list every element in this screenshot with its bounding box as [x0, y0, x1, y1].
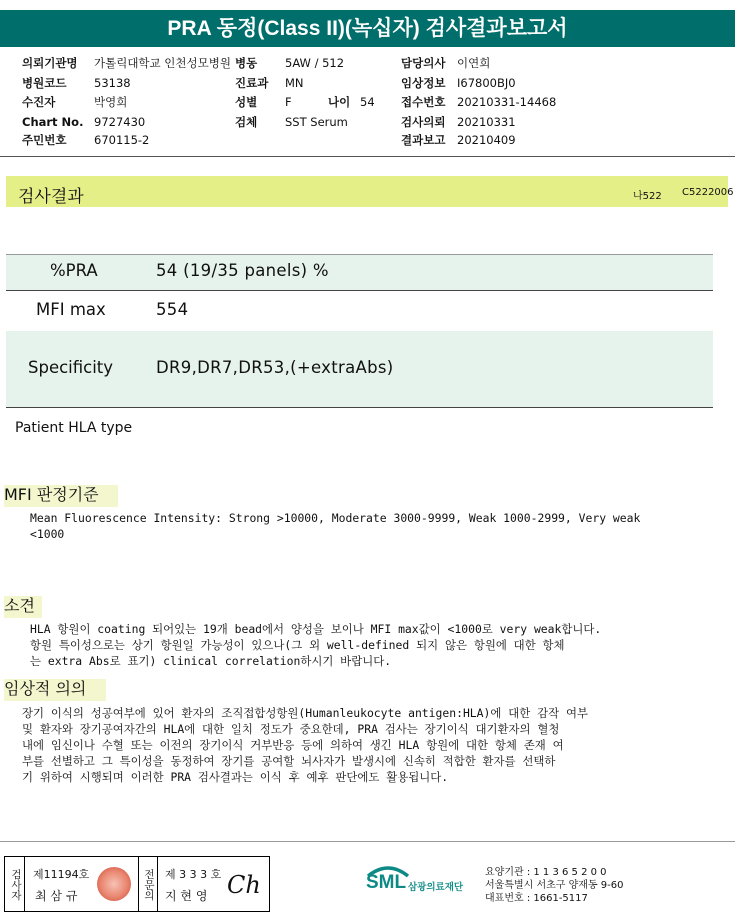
section-title: 검사결과	[18, 187, 84, 207]
result-row-pra	[6, 255, 713, 290]
approver-license: 제 3 3 3 호	[165, 868, 222, 881]
dept-label: 진료과	[235, 76, 269, 90]
patient-hla-label: Patient HLA type	[15, 420, 133, 436]
care-code: 요양기관 : 1 1 3 6 5 2 0 0	[485, 867, 607, 878]
report-date-value: 20210409	[457, 133, 516, 147]
logo-text: SML	[366, 872, 407, 893]
section-bar	[6, 176, 734, 207]
sex-value: F	[285, 95, 292, 109]
sml-logo	[366, 862, 476, 894]
dept-value: MN	[285, 76, 304, 90]
specimen-label: 검체	[235, 115, 258, 129]
age-value: 54	[360, 95, 375, 109]
report-date-label: 결과보고	[401, 133, 446, 147]
approver-label: 전문의	[138, 857, 158, 911]
result-row-specificity	[6, 331, 713, 407]
patient-label: 수진자	[22, 95, 56, 109]
ward-value: 5AW / 512	[285, 56, 345, 70]
result-value: 554	[156, 300, 189, 319]
mfi-criteria-heading: MFI 판정기준	[4, 485, 118, 507]
tester-label: 검사자	[5, 857, 25, 911]
receipt-value: 20210331-14468	[457, 95, 557, 109]
result-label: Specificity	[28, 358, 114, 377]
result-row-mfi	[6, 291, 713, 330]
result-value: 54 (19/35 panels) %	[156, 261, 329, 280]
doctor-label: 담당의사	[401, 56, 446, 70]
sex-label: 성별	[235, 95, 258, 109]
tester-name: 최 삼 규	[35, 889, 78, 903]
clinical-info-value: I67800BJ0	[457, 76, 516, 90]
age-label: 나이	[328, 95, 351, 109]
chart-label: Chart No.	[22, 115, 84, 129]
id-label: 주민번호	[22, 133, 67, 147]
result-label: MFI max	[36, 300, 106, 319]
approver-name: 지 현 영	[165, 889, 208, 903]
request-date-label: 검사의뢰	[401, 115, 446, 129]
section-code-2: C5222006	[682, 187, 734, 198]
chart-value: 9727430	[94, 115, 146, 129]
footer-divider	[0, 841, 735, 842]
signature-icon: Ch	[227, 871, 261, 899]
lab-address: 서울특별시 서초구 양재동 9-60	[485, 880, 624, 891]
clinical-significance-text: 장기 이식의 성공여부에 있어 환자의 조직접합성항원(Humanleukocyte antigen:HLA)에 대한 감작 여부 및 환자와 장기공여자간의 HLA에 대한 일치 정도가 중요한데, PRA 검사는 장기이식 대기환자의 혈청 내에 임신이나 수혈 또는 이전의 장기이식 거부반응 등에 의하여 생긴 HLA 항원에 대한 항체 존재 여 부를 선별하고 그 특이성을 동정하여 장기를 공여할 뇌사자가 발생시에 신속히 적합한 환자를 선택하 기 위하여 시행되며 이러한 PRA 검사결과는 이식 후 예후 판단에도 활용됩니다.	[22, 706, 588, 784]
request-date-value: 20210331	[457, 115, 516, 129]
result-label: %PRA	[50, 261, 98, 280]
institution-value: 가톨릭대학교 인천성모병원	[94, 56, 231, 70]
patient-value: 박영희	[94, 95, 128, 109]
clinical-info-label: 임상정보	[401, 76, 446, 90]
hospital-code-value: 53138	[94, 76, 131, 90]
header-divider	[0, 156, 735, 157]
official-seal-icon	[97, 867, 131, 901]
opinion-heading: 소견	[4, 596, 42, 618]
signature-block	[4, 856, 270, 912]
mfi-criteria-text: Mean Fluorescence Intensity: Strong >10000, Moderate 3000-9999, Weak 1000-2999, Very weak <1000	[30, 511, 641, 541]
id-value: 670115-2	[94, 133, 150, 147]
opinion-text: HLA 항원이 coating 되어있는 19개 bead에서 양성을 보이나 MFI max값이 <1000로 very weak합니다. 항원 특이성으로는 상기 항원일 가능성이 있으나(그 외 well-defined 되지 않은 항원에 대한 항체 는 extra Abs로 표기) clinical correlation하시기 바랍니다.	[30, 622, 602, 668]
results-bottom-border	[6, 407, 713, 408]
doctor-value: 이연희	[457, 56, 491, 70]
specimen-value: SST Serum	[285, 115, 348, 129]
lab-phone: 대표번호 : 1661-5117	[485, 893, 588, 904]
lab-contact	[485, 866, 624, 905]
clinical-significance-heading: 임상적 의의	[4, 679, 106, 701]
result-value: DR9,DR7,DR53,(+extraAbs)	[156, 358, 394, 377]
section-code-1: 나522	[633, 191, 662, 202]
receipt-label: 접수번호	[401, 95, 446, 109]
logo-subtext: 삼광의료재단	[408, 882, 464, 893]
hospital-code-label: 병원코드	[22, 76, 67, 90]
tester-license: 제11194호	[33, 868, 90, 881]
report-title: PRA 동정(Class II)(녹십자) 검사결과보고서	[0, 10, 735, 47]
ward-label: 병동	[235, 56, 258, 70]
institution-label: 의뢰기관명	[22, 56, 78, 70]
